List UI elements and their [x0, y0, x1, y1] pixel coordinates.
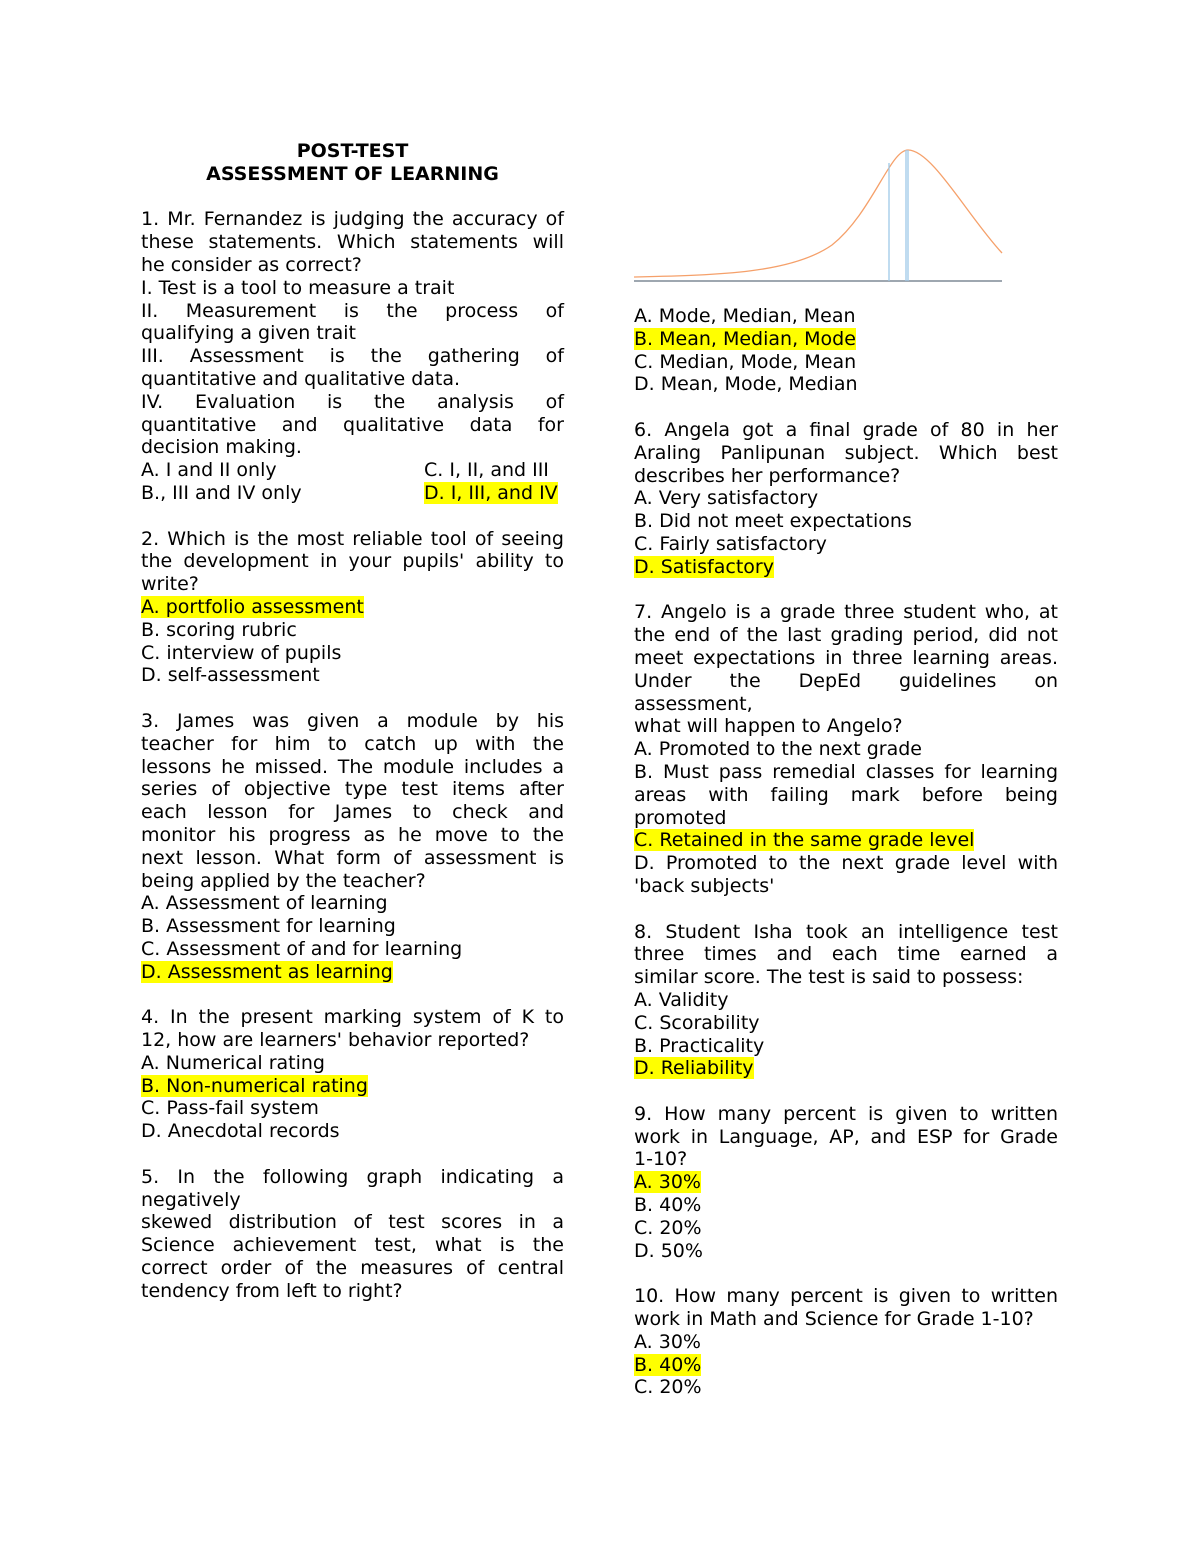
question-text: write?	[141, 573, 199, 596]
option: A. Very satisfactory	[634, 487, 819, 510]
question-text: 7. Angelo is a grade three student who, at	[634, 601, 1058, 624]
question-text: three times and each time earned a	[634, 943, 1058, 966]
option: B. Must pass remedial classes for learning	[634, 760, 1058, 783]
question-text: tendency from left to right?	[141, 1279, 403, 1302]
statement: decision making.	[141, 436, 302, 459]
question-5-options	[634, 305, 1058, 396]
option: D. Promoted to the next grade level with	[634, 852, 1058, 875]
distribution-curve	[634, 150, 1002, 277]
option: B. 40%	[634, 1194, 702, 1217]
option: D. Mean, Mode, Median	[634, 373, 858, 396]
question-6	[634, 419, 1058, 579]
question-text: next lesson. What form of assessment is	[141, 846, 564, 869]
question-text: 9. How many percent is given to written	[634, 1102, 1058, 1125]
question-text: similar score. The test is said to possess:	[634, 966, 1024, 989]
option-b: B., III and IV only	[141, 481, 302, 504]
question-text: being applied by the teacher?	[141, 869, 426, 892]
question-text: meet expectations in three learning areas.	[634, 646, 1058, 669]
question-7	[634, 601, 1058, 897]
option: A. Promoted to the next grade	[634, 738, 922, 761]
option: D. 50%	[634, 1239, 703, 1262]
statement: qualifying a given trait	[141, 322, 356, 345]
skewed-distribution-graph	[632, 145, 1004, 289]
option: C. 20%	[634, 1376, 702, 1399]
question-text: describes her performance?	[634, 464, 901, 487]
question-text: lessons he missed. The module includes a	[141, 755, 564, 778]
question-text: 1-10?	[634, 1148, 688, 1171]
option-row	[141, 459, 564, 482]
option: A. Assessment of learning	[141, 892, 388, 915]
correct-answer: B. Mean, Median, Mode	[634, 327, 856, 350]
question-8	[634, 921, 1058, 1081]
question-text: teacher for him to catch up with the	[141, 732, 564, 755]
option: B. Did not meet expectations	[634, 510, 912, 533]
correct-answer: D. I, III, and IV	[424, 481, 558, 504]
question-text: Araling Panlipunan subject. Which best	[634, 441, 1058, 464]
question-text: 1. Mr. Fernandez is judging the accuracy of	[141, 208, 564, 231]
option: C. Median, Mode, Mean	[634, 350, 857, 373]
correct-answer: D. Reliability	[634, 1057, 754, 1080]
option-c: C. I, II, and III	[424, 459, 549, 482]
question-text: Science achievement test, what is the	[141, 1234, 564, 1257]
correct-answer: A. portfolio assessment	[141, 595, 364, 618]
option: A. Mode, Median, Mean	[634, 305, 856, 327]
option: D. self-assessment	[141, 664, 320, 687]
option: D. Anecdotal records	[141, 1120, 340, 1143]
question-text: monitor his progress as he move to the	[141, 823, 564, 846]
question-1	[141, 208, 564, 504]
option: C. interview of pupils	[141, 641, 342, 664]
question-text: each lesson for James to check and	[141, 801, 564, 824]
option-a: A. I and II only	[141, 459, 277, 482]
option: C. Fairly satisfactory	[634, 532, 827, 555]
option: areas with failing mark before being	[634, 783, 1058, 806]
question-text: negatively	[141, 1188, 241, 1211]
page-subtitle: ASSESSMENT OF LEARNING	[206, 162, 499, 185]
question-10	[634, 1285, 1058, 1399]
option: B. scoring rubric	[141, 618, 297, 641]
option: 'back subjects'	[634, 874, 775, 897]
question-text: these statements. Which statements will	[141, 231, 564, 254]
question-text: correct order of the measures of central	[141, 1257, 564, 1280]
correct-answer: A. 30%	[634, 1171, 701, 1194]
question-9	[634, 1103, 1058, 1263]
question-text: 10. How many percent is given to written	[634, 1285, 1058, 1308]
correct-answer: C. Retained in the same grade level	[634, 829, 975, 852]
question-text: what will happen to Angelo?	[634, 715, 903, 738]
question-text: series of objective type test items after	[141, 778, 564, 801]
statement: quantitative and qualitative data.	[141, 367, 461, 390]
option: C. Pass-fail system	[141, 1097, 319, 1120]
question-text: 3. James was given a module by his	[141, 709, 564, 732]
question-text: assessment,	[634, 692, 753, 715]
question-text: skewed distribution of test scores in a	[141, 1211, 564, 1234]
option: A. Numerical rating	[141, 1051, 325, 1074]
question-text: the development in your pupils' ability to	[141, 550, 564, 573]
question-3	[141, 710, 564, 984]
option: B. Assessment for learning	[141, 915, 396, 938]
statement: quantitative and qualitative data for	[141, 413, 564, 436]
correct-answer: B. Non-numerical rating	[141, 1074, 368, 1097]
option: C. Assessment of and for learning	[141, 937, 463, 960]
question-text: he consider as correct?	[141, 253, 362, 276]
statement: IV. Evaluation is the analysis of	[141, 390, 564, 413]
question-text: work in Language, AP, and ESP for Grade	[634, 1125, 1058, 1148]
question-text: 12, how are learners' behavior reported?	[141, 1029, 530, 1052]
question-text: the end of the last grading period, did not	[634, 624, 1058, 647]
question-4	[141, 1006, 564, 1143]
question-text: Under the DepEd guidelines on	[634, 669, 1058, 692]
statement: III. Assessment is the gathering of	[141, 345, 564, 368]
option: B. Practicality	[634, 1034, 765, 1057]
right-column	[634, 305, 1058, 1422]
question-5	[141, 1166, 564, 1303]
question-text: 2. Which is the most reliable tool of seeing	[141, 527, 564, 550]
question-text: 4. In the present marking system of K to	[141, 1006, 564, 1029]
option: A. Validity	[634, 988, 729, 1011]
left-column	[141, 140, 564, 1325]
option-row	[141, 482, 564, 505]
statement: I. Test is a tool to measure a trait	[141, 276, 455, 299]
question-2	[141, 528, 564, 688]
correct-answer: B. 40%	[634, 1353, 702, 1376]
option: A. 30%	[634, 1330, 701, 1353]
statement: II. Measurement is the process of	[141, 299, 564, 322]
page-title: POST-TEST	[296, 140, 409, 162]
question-text: work in Math and Science for Grade 1-10?	[634, 1308, 1034, 1331]
correct-answer: D. Satisfactory	[634, 555, 774, 578]
option: C. 20%	[634, 1216, 702, 1239]
option: C. Scorability	[634, 1011, 760, 1034]
question-text: 5. In the following graph indicating a	[141, 1165, 564, 1188]
question-text: 8. Student Isha took an intelligence test	[634, 920, 1058, 943]
option: promoted	[634, 806, 727, 829]
question-text: 6. Angela got a final grade of 80 in her	[634, 418, 1058, 441]
correct-answer: D. Assessment as learning	[141, 960, 393, 983]
